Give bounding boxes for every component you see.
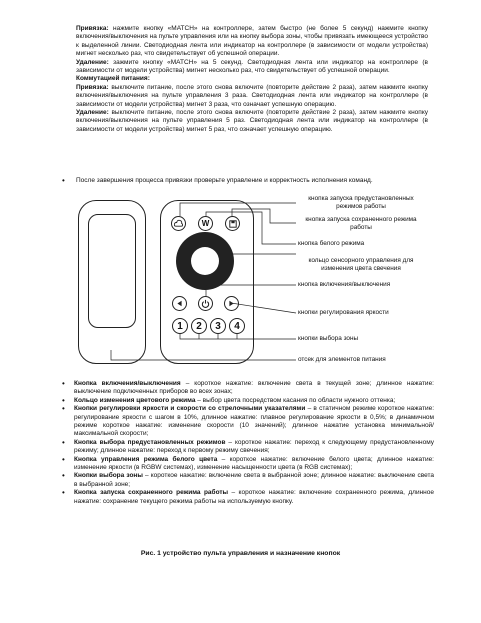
item-text: – в статичном режиме короткое нажатие: регулирование яркости с шагом в 10%, длинное нажатие: плавное регулирование яркости в 0,5%; в динамичном режиме короткое нажатие: изменение скорости (10 значений); длинное нажатие установка минимальной/максимальной скорости; [74,405,435,438]
item-text: – короткое нажатие: включение света в текущей зоне; длинное нажатие: выключение подключенных приборов во всех зонах; [74,380,434,396]
white-mode-button: W [198,216,213,231]
label: Привязка: [76,25,109,32]
label-white: кнопка белого режима [298,240,365,247]
label-zone: кнопки выбора зоны [298,335,359,342]
label-brightness: кнопки регулирования яркости [298,309,389,316]
list-item [62,472,434,489]
item-title: Кнопка запуска сохраненного режима работы [74,489,229,497]
item-title: Кольцо изменения цветового режима [74,396,196,404]
label: Удаление: [76,109,109,117]
list-item [62,380,434,397]
figure-caption: Рис. 1 устройство пульта управления и назначение кнопок [140,550,341,557]
text: выключите питание, после этого снова включите (повторите действие 2 раза), затем нажмите кнопку включения/выключения на пульте управления 3 раза. Светодиодная лента или индикатор на контроллере (в зависимости от модели устройства) мигнет 3 раза, что означает успешную операцию. [76,83,428,108]
list-item [62,489,434,506]
label-modes: кнопка запуска предустановленных режимов работы [308,195,414,210]
label-saved: кнопка запуска сохраненного режима работы [305,216,417,231]
zone-3-button: 3 [210,318,226,334]
item-title: Кнопки выбора зоны [74,472,143,480]
list-item [62,439,434,456]
text: зажмите кнопку «MATCH» на 5 секунд. Светодиодная лента или индикатор на контроллере (в зависимости от модели устройства) мигнет несколько раз, что свидетельствует об успешной операции. [76,58,428,75]
list-item [62,397,434,405]
text: нажмите кнопку «MATCH» на контроллере, затем быстро (не более 5 секунд) нажмите кнопку включения/выключения на пульте управления или на кнопку выбора зоны, чтобы привязать имеющееся устройство к выделенной линии. Светодиодная лента или индикатор на контроллере (в зависимости от модели устройства) мигнет несколько раз, что свидетельствует об успешной операции. [76,25,428,58]
section-heading: Коммутацией питания: [76,75,150,83]
text: выключите питание, после этого снова включите (повторите действие 2 раза), затем нажмите кнопку включения/выключения на пульте управления 5 раз. Светодиодная лента или индикатор на контроллере (в зависимости от модели устройства) мигнет 5 раз, что означает успешную операцию. [76,109,428,133]
zone-2-button: 2 [191,318,207,334]
item-text: – короткое нажатие: включение сохраненного режима, длинное нажатие: сохранение текущего режима работы на используемую кнопку. [74,489,434,505]
bullet-icon: • [62,176,65,185]
label: Привязка: [76,83,109,91]
button-descriptions [62,380,434,506]
label-ring: кольцо сенсорного управления для изменения цвета свечения [308,257,414,272]
list-item [62,405,434,439]
zone-4-button: 4 [229,318,245,334]
list-item [62,456,434,473]
item-title: Кнопка выбора предустановленных режимов [74,438,226,446]
item-title: Кнопки регулировки яркости и скорости со стрелочными указателями [74,405,306,413]
item-title: Кнопка включения/выключения [74,380,181,387]
zone-1-button: 1 [172,318,188,334]
label-power: кнопка включения/выключения [298,281,391,288]
item-text: – короткое нажатие: включение белого цвета; длинное нажатие: изменение яркости (в RGBW системах), изменение насыщенности цвета (в RGB системах); [74,455,434,472]
paragraph-check: После завершения процесса привязки проверьте управление и корректность исполнения команд. [76,177,373,184]
item-text: – выбор цвета посредством касания по области нужного оттенка; [195,396,396,404]
label: Удаление: [76,58,109,66]
item-text: – короткое нажатие: переход к следующему предустановленному режиму; длинное нажатие: переход к первому режиму свечения; [74,438,434,455]
item-text: – короткое нажатие: включение света в выбранной зоне; длинное нажатие: выключение света в выбранной зоне; [74,472,434,488]
item-title: Кнопка управления режима белого цвета [74,455,218,463]
label-battery: отсек для элементов питания [298,356,386,363]
